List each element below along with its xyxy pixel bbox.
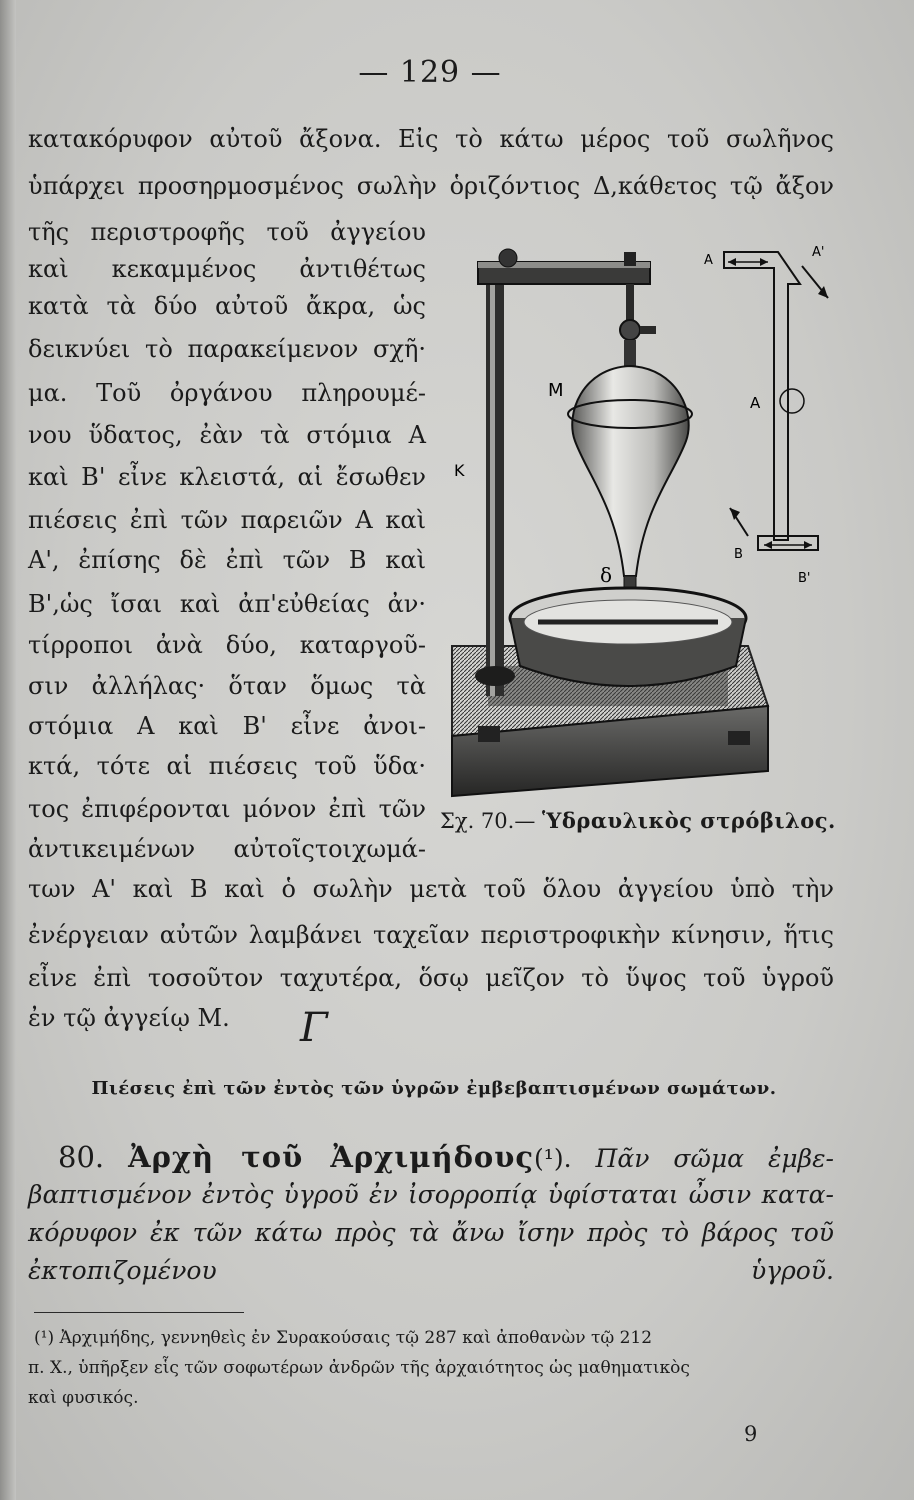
subheading: Πιέσεις ἐπὶ τῶν ἐντὸς τῶν ὑγρῶν ἐμβεβαπτισμένων σωμάτων. [91, 1078, 777, 1099]
section-text: Πᾶν σῶμα ἐμβε- [595, 1144, 834, 1173]
text-line: ὑπάρχει προσηρμοσμένος σωλὴν ὁριζόντιος Δ,κάθετος τῷ ἄξον [28, 172, 834, 200]
label-b: Β [734, 547, 743, 562]
signature-numeral: 9 [744, 1422, 758, 1446]
footnote-line: καὶ φυσικός. [28, 1388, 139, 1408]
label-b-prime: Β' [798, 571, 811, 586]
text-line: κατὰ τὰ δύο αὐτοῦ ἄκρα, ὡς [28, 292, 426, 320]
text-line: των Α' καὶ Β καὶ ὁ σωλὴν μετὰ τοῦ ὅλου ἀγγείου ὑπὸ τὴν [28, 875, 834, 903]
label-delta: δ [600, 563, 613, 587]
text-line: κτά, τότε αἱ πιέσεις τοῦ ὕδα· [28, 752, 426, 780]
text-line: εἶνε ἐπὶ τοσοῦτον ταχυτέρα, ὅσῳ μεῖζον τὸ ὕψος τοῦ ὑγροῦ [28, 964, 834, 992]
section-heading: Ἀρχὴ τοῦ Ἀρχιμήδους [128, 1140, 535, 1174]
footnote-line: π. Χ., ὑπῆρξεν εἷς τῶν σοφωτέρων ἀνδρῶν τῆς ἀρχαιότητος ὡς μαθηματικὸς [28, 1358, 690, 1378]
figure-hydraulic-turbine [448, 236, 838, 806]
text-line: ἐνέργειαν αὐτῶν λαμβάνει ταχεῖαν περιστροφικὴν κίνησιν, ἥτις [28, 921, 834, 949]
text-line: στόμια Α καὶ Β' εἶνε ἀνοι- [28, 712, 426, 740]
section-text-line: κόρυφον ἐκ τῶν κάτω πρὸς τὰ ἄνω ἴσην πρὸς τὸ βάρος τοῦ [28, 1218, 834, 1247]
text-line: κατακόρυφον αὐτοῦ ἄξονα. Εἰς τὸ κάτω μέρος τοῦ σωλῆνος [28, 125, 834, 153]
turbine-illustration [448, 236, 838, 806]
section-number: 80. [58, 1140, 105, 1174]
text-line: μα. Τοῦ ὀργάνου πληρουμέ- [28, 379, 426, 407]
label-m: Μ [548, 380, 564, 401]
vessel-m [572, 366, 688, 576]
label-a-prime: Α' [812, 245, 825, 260]
caption-title: Ὑδραυλικὸς στρόβιλος. [542, 808, 836, 833]
text-line: Β',ὡς ἴσαι καὶ ἀπ'εὐθείας ἀν· [28, 590, 426, 618]
footnote-mark: (¹). [534, 1144, 572, 1173]
footnote-line: (¹) Ἀρχιμήδης, γεννηθεὶς ἐν Συρακούσαις τῷ 287 καὶ ἀποθανὼν τῷ 212 [34, 1328, 653, 1348]
text-line: καὶ κεκαμμένος ἀντιθέτως [28, 255, 426, 283]
label-k: Κ [454, 461, 465, 480]
page-binding-edge [0, 0, 16, 1500]
section-80-first-line [58, 1138, 834, 1178]
label-a-mid: Α [750, 394, 761, 412]
text-line: νου ὕδατος, ἐὰν τὰ στόμια Α [28, 421, 426, 449]
text-line: Α', ἐπίσης δὲ ἐπὶ τῶν Β καὶ [28, 546, 426, 574]
text-line: ἐν τῷ ἀγγείῳ Μ. [28, 1004, 230, 1032]
figure-caption [440, 808, 836, 833]
text-line: δεικνύει τὸ παρακείμενον σχῆ· [28, 335, 426, 363]
text-line: τῆς περιστροφῆς τοῦ ἀγγείου [28, 218, 426, 246]
label-a-top: Α [704, 253, 713, 268]
text-line: τος ἐπιφέρονται μόνον ἐπὶ τῶν [28, 795, 426, 823]
page-number: — 129 — [358, 55, 502, 90]
text-line: ἀντικειμένων αὐτοῖςτοιχωμά- [28, 835, 426, 863]
text-line: καὶ Β' εἶνε κλειστά, αἱ ἔσωθεν [28, 463, 426, 491]
handwritten-mark: Γ [300, 1005, 328, 1051]
section-text-line: ἐκτοπιζομένου ὑγροῦ. [28, 1256, 834, 1285]
caption-number: Σχ. 70.— [440, 809, 536, 833]
text-line: σιν ἀλλήλας· ὅταν ὅμως τὰ [28, 672, 426, 700]
section-text-line: βαπτισμένον ἐντὸς ὑγροῦ ἐν ἰσορροπίᾳ ὑφίσταται ὦσιν κατα- [28, 1180, 834, 1209]
schematic-diagram [704, 245, 828, 586]
text-line: τίρροποι ἀνὰ δύο, καταργοῦ- [28, 631, 426, 659]
text-line: πιέσεις ἐπὶ τῶν παρειῶν Α καὶ [28, 506, 426, 534]
footnote-rule [34, 1312, 244, 1313]
